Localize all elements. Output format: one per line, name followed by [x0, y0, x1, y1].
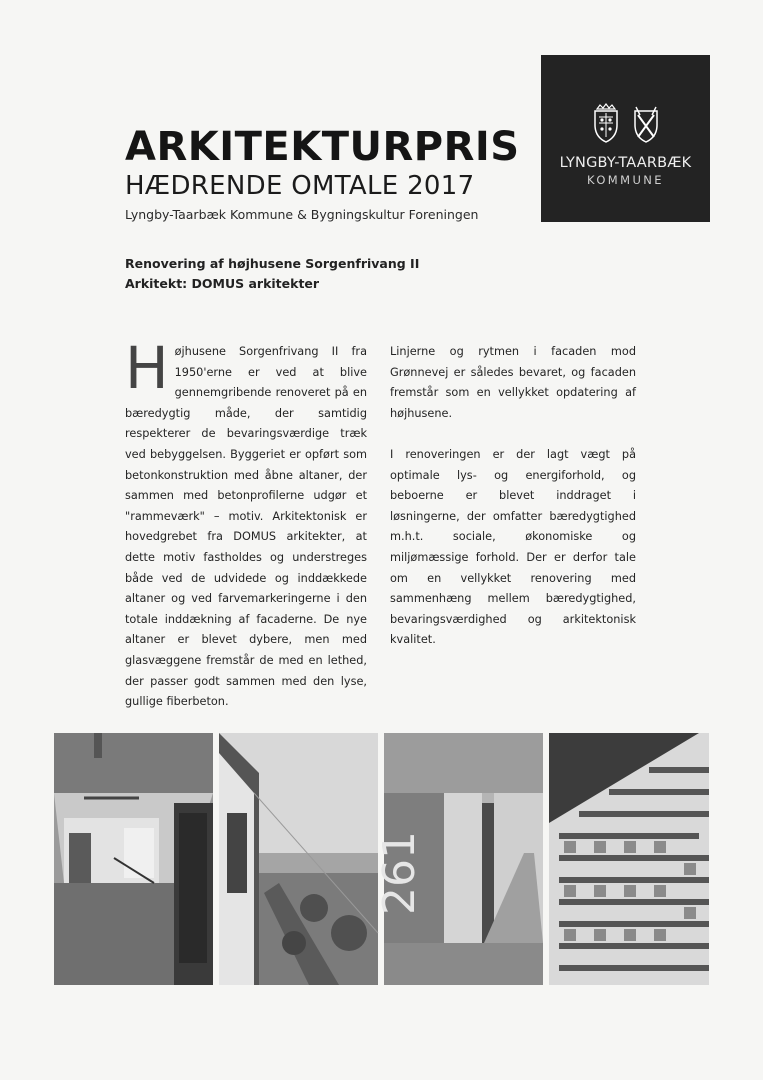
article-column-left [125, 334, 367, 733]
photo-interior-corridor [54, 733, 213, 985]
article-column-right [390, 342, 636, 672]
drop-cap: H [125, 334, 169, 402]
coat-of-arms-icon [591, 103, 663, 143]
page-title: ARKITEKTURPRIS [125, 124, 520, 170]
door-number: 261 [374, 831, 425, 915]
article-paragraph-1: øjhusene Sorgenfrivang II fra 1950'erne er ved at blive gennemgribende renoveret på en bæredygtig måde, der samtidig respekterer de bevaringsværdige træk ved bebyggelsen. Byggeriet er opført som betonkonstruktion med åbne altaner, der sammen med betonprofilerne udgør et "rammeværk" – motiv. Arkitektonisk er hovedgrebet fra DOMUS arkitekter, at dette motiv fastholdes og understreges både ved de udvidede og inddækkede altaner og ved farvemarkeringerne i den totale inddækning af facaderne. De nye altaner er blevet dybere, men med glasvæggene fremstår de med en lethed, der passer godt sammen med den lyse, gullige fiberbeton. [125, 345, 367, 709]
project-title: Renovering af højhusene Sorgenfrivang II [125, 256, 420, 271]
photo-balcony-view [219, 733, 378, 985]
municipality-logo [541, 55, 710, 222]
project-architect: Arkitekt: DOMUS arkitekter [125, 276, 320, 291]
article-paragraph-3: I renoveringen er der lagt vægt på optimale lys- og energiforhold, og beboerne er blevet inddraget i løsningerne, der omfatter bæredygtighed m.h.t. sociale, økonomiske og miljømæssige forhold. Der er derfor tale om en vellykket renovering med sammenhæng mellem bæredygtighed, bevaringsværdighed og arkitektonisk kvalitet. [390, 447, 636, 647]
photo-highrise-facade [549, 733, 709, 985]
logo-name: LYNGBY-TAARBÆK [559, 155, 692, 171]
photo-gallery-corridor [374, 733, 543, 985]
partners-line: Lyngby-Taarbæk Kommune & Bygningskultur Foreningen [125, 207, 479, 222]
logo-subtitle: KOMMUNE [587, 173, 664, 187]
article-paragraph-2: Linjerne og rytmen i facaden mod Grønnevej er således bevaret, og facaden fremstår som en vellykket opdatering af højhusene. [390, 345, 636, 420]
page-subtitle: HÆDRENDE OMTALE 2017 [125, 171, 475, 201]
